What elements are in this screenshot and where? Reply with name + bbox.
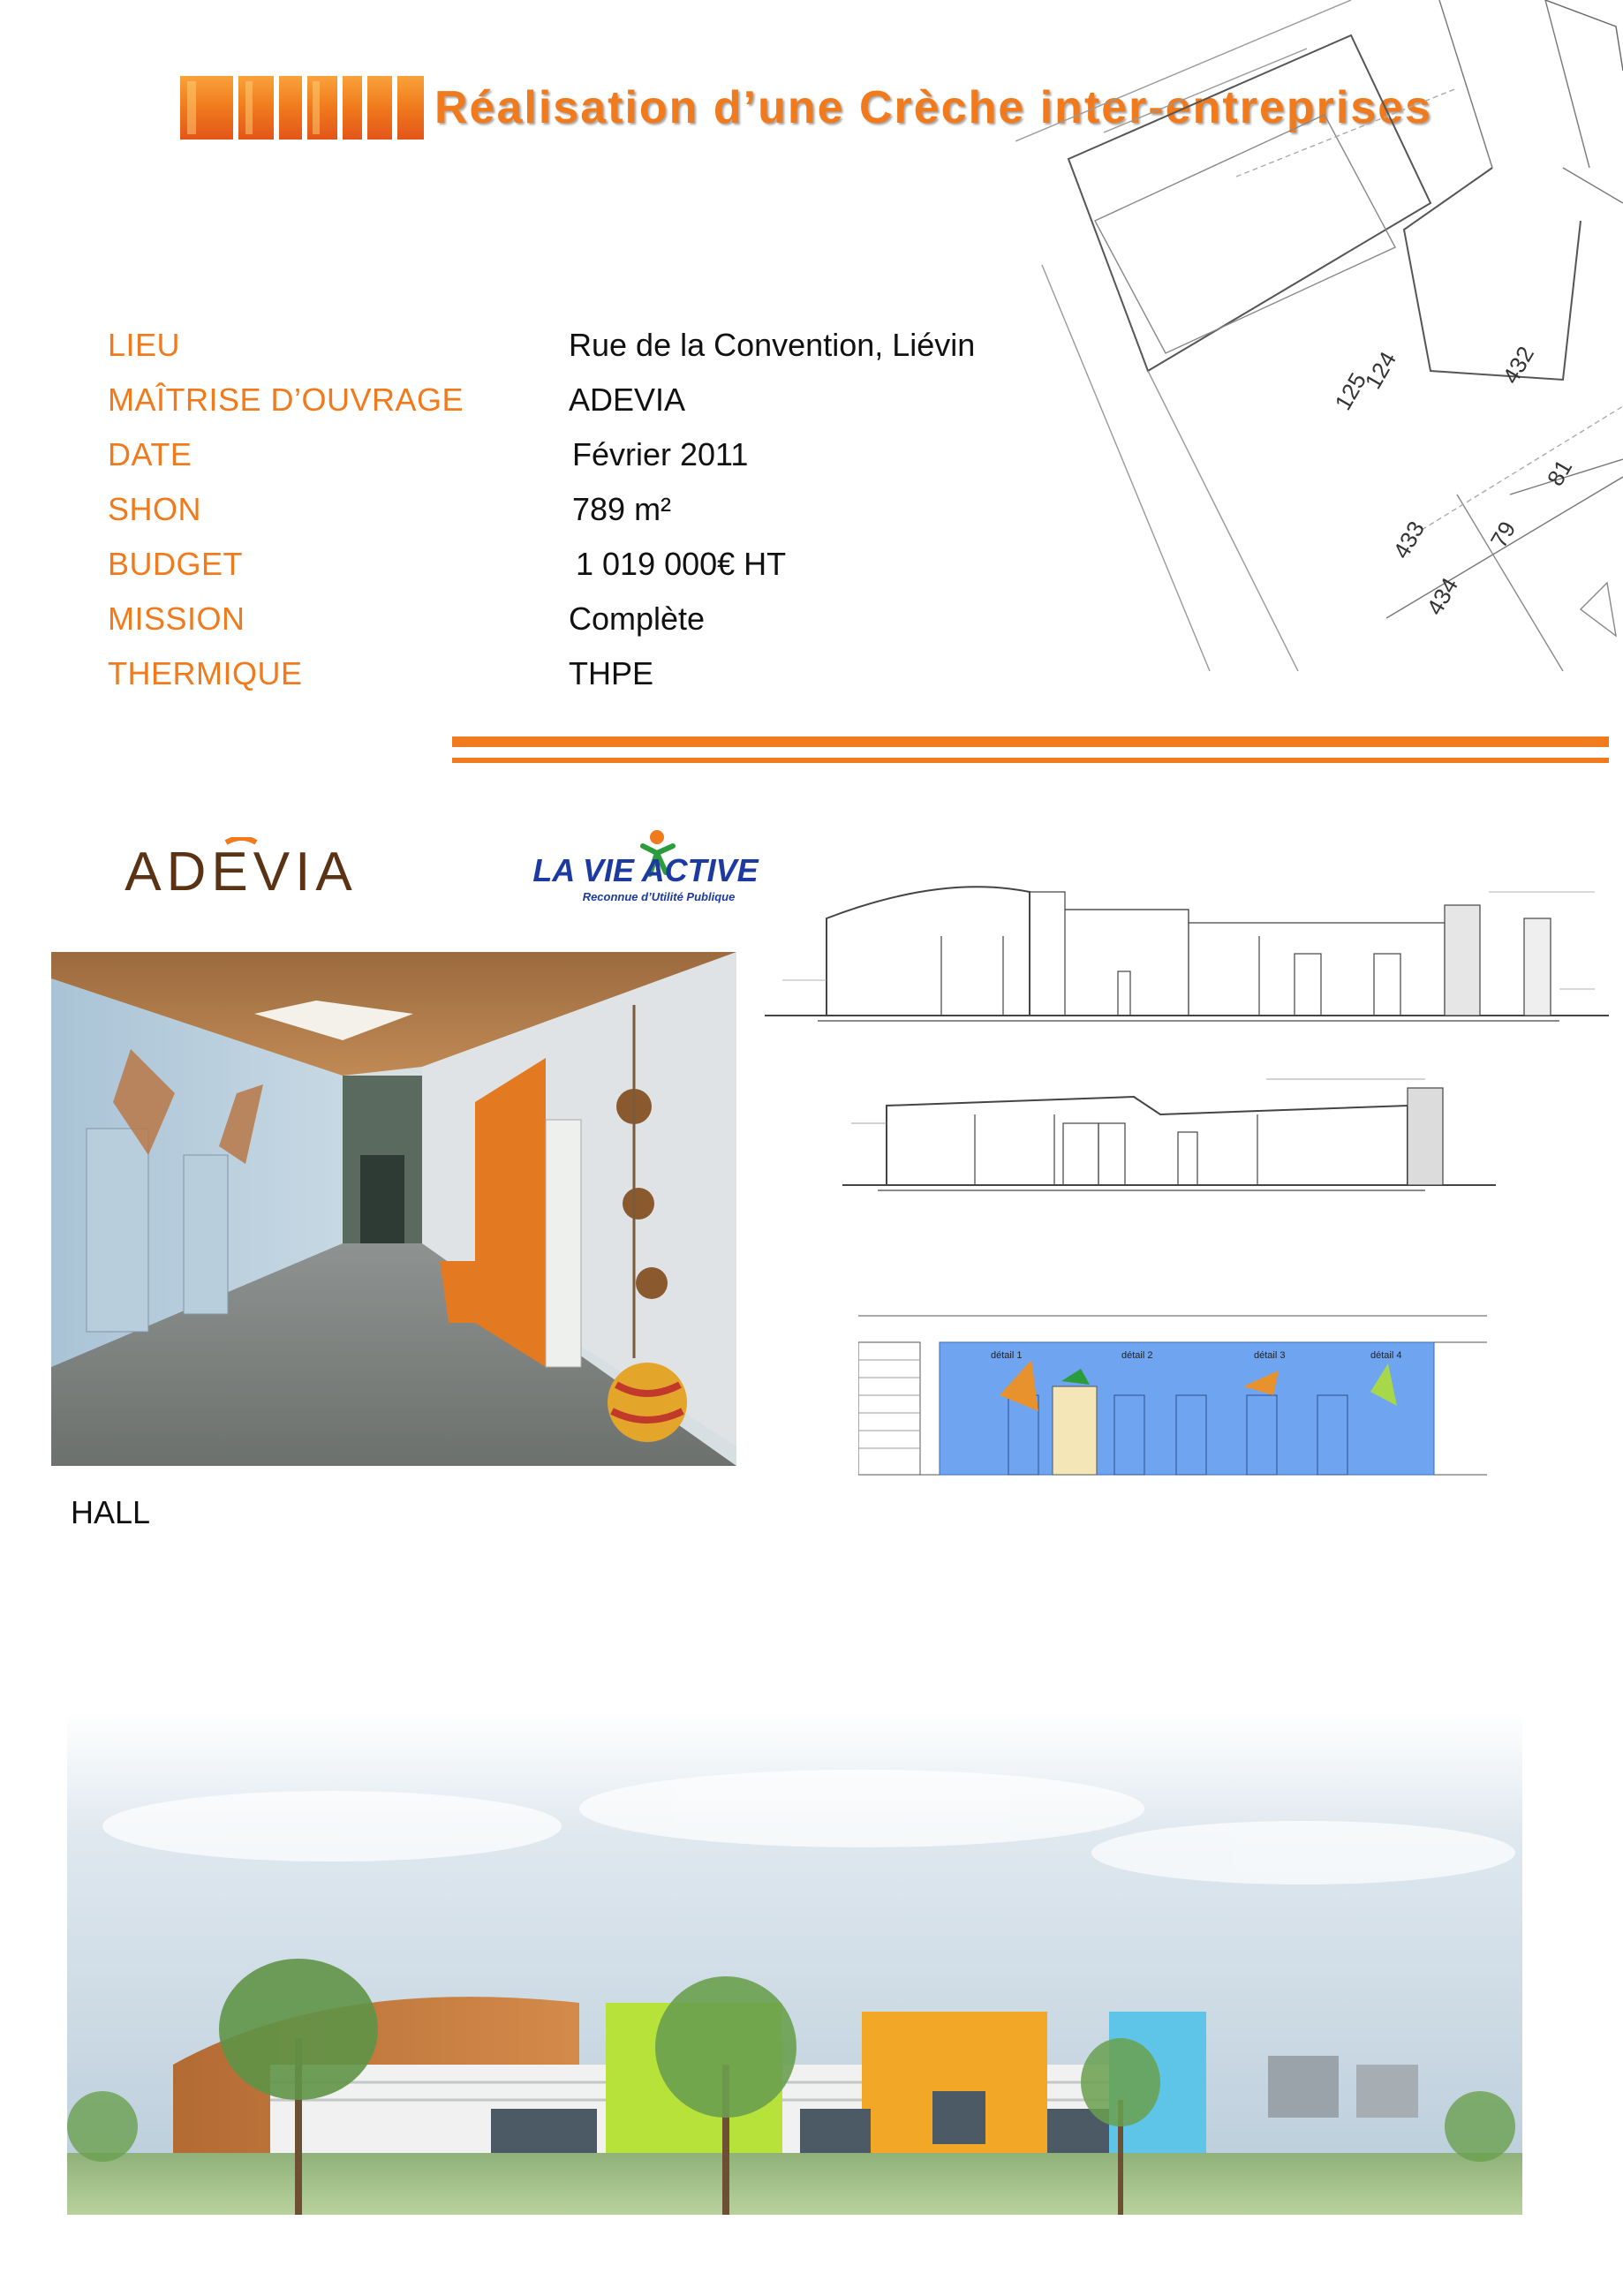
photo-caption: HALL — [71, 1494, 151, 1530]
elevation-label: détail 4 — [1370, 1350, 1402, 1361]
la-vie-active-logo — [526, 816, 765, 913]
plot-number: 79 — [1484, 517, 1521, 553]
hall-wall-elevation — [858, 1307, 1487, 1484]
info-label-thermique: THERMIQUE — [108, 655, 303, 691]
plot-number: 434 — [1421, 572, 1464, 620]
plot-number: 432 — [1497, 341, 1540, 389]
info-value-lieu: Rue de la Convention, Liévin — [569, 327, 976, 363]
info-label-date: DATE — [108, 436, 192, 472]
info-label-mission: MISSION — [108, 600, 245, 637]
plot-number: 81 — [1541, 455, 1578, 491]
lva-logo-subtitle: Reconnue d’Utilité Publique — [582, 890, 736, 903]
lva-logo-text: LA VIE ACTIVE — [532, 852, 759, 888]
brand-bars-logo — [180, 74, 424, 141]
building-rendering — [67, 1711, 1522, 2215]
info-label-shon: SHON — [108, 491, 202, 527]
elevation-label: détail 1 — [991, 1350, 1023, 1361]
site-plan-drawing — [1015, 0, 1623, 671]
elevation-label: détail 2 — [1121, 1350, 1153, 1361]
adevia-logo-text: ADEVIA — [125, 842, 358, 899]
adevia-logo — [122, 837, 360, 899]
info-value-date: Février 2011 — [572, 436, 749, 472]
hall-photo — [51, 952, 736, 1466]
info-value-thermique: THPE — [569, 655, 654, 691]
info-label-maitrise: MAÎTRISE D’OUVRAGE — [108, 381, 464, 418]
building-section-drawing — [765, 857, 1609, 1049]
page-title: Réalisation d’une Crèche inter-entreprises — [434, 82, 1433, 133]
divider-rule — [452, 758, 1609, 763]
info-value-maitrise: ADEVIA — [569, 381, 686, 418]
divider-rule — [452, 736, 1609, 747]
info-label-lieu: LIEU — [108, 327, 181, 363]
info-value-budget: 1 019 000€ HT — [576, 546, 787, 582]
info-value-mission: Complète — [569, 600, 706, 637]
plot-number: 433 — [1387, 516, 1431, 563]
building-section-drawing-2 — [842, 1070, 1496, 1227]
elevation-label: détail 3 — [1254, 1350, 1286, 1361]
plot-number: 125 — [1329, 367, 1372, 415]
plot-number: 124 — [1359, 346, 1402, 394]
info-label-budget: BUDGET — [108, 546, 244, 582]
info-value-shon: 789 m² — [572, 491, 672, 527]
